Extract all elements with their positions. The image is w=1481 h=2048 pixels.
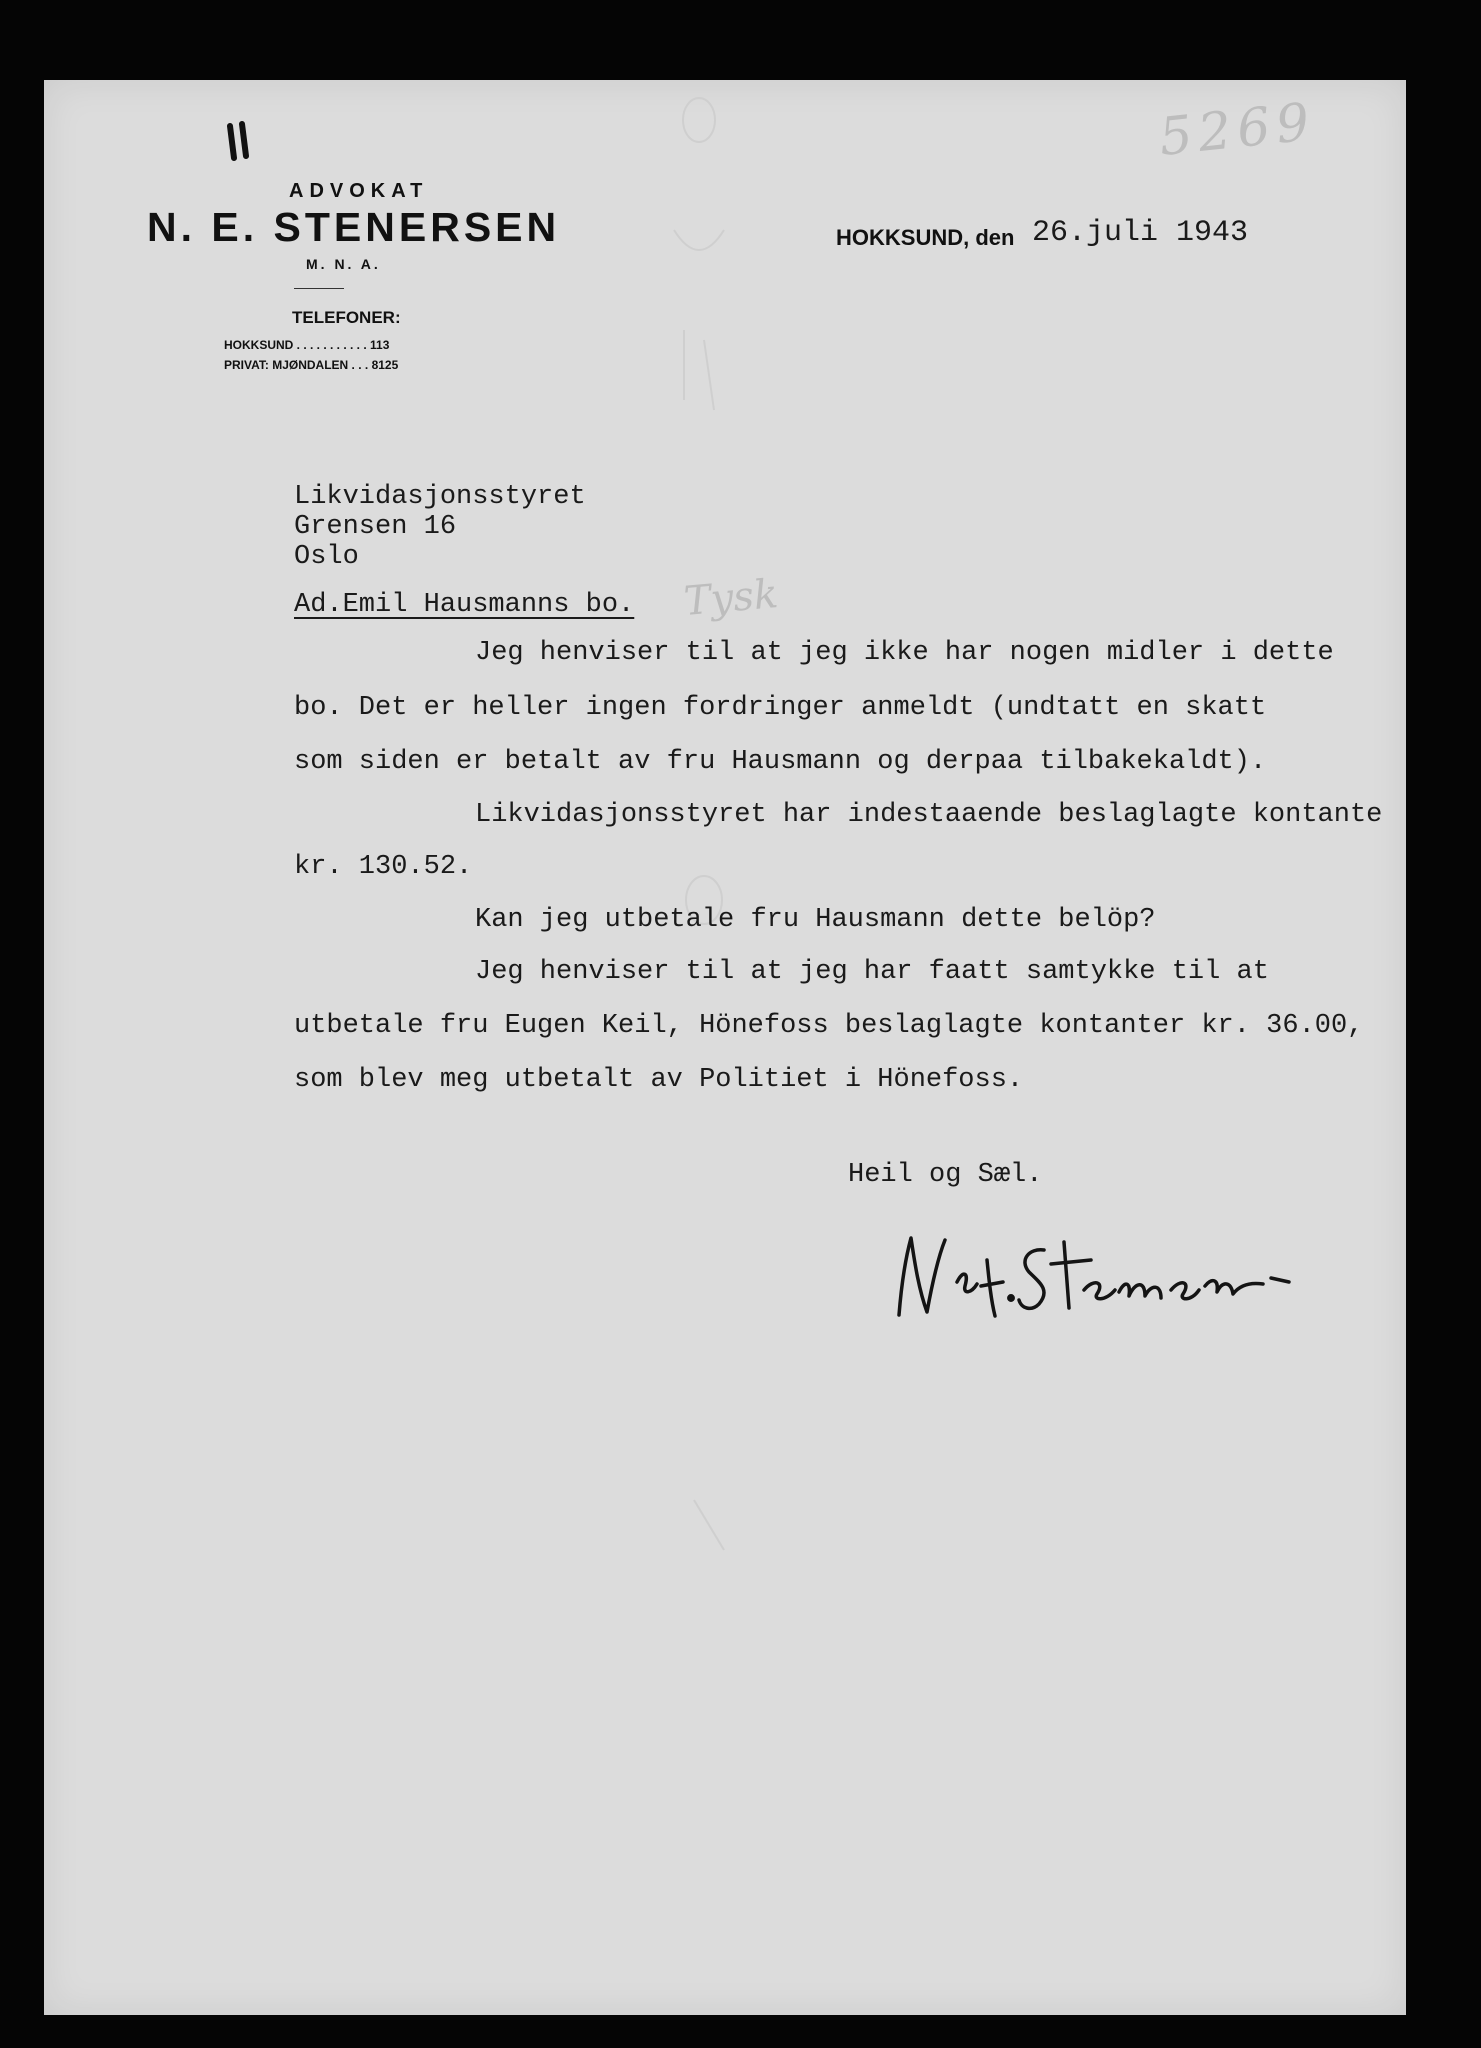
phone-private: PRIVAT: MJØNDALEN . . . 8125 <box>224 358 399 372</box>
body-line: kr. 130.52. <box>294 852 473 882</box>
body-line: som siden er betalt av fru Hausmann og derpaa tilbakekaldt). <box>294 747 1267 777</box>
recipient-line1: Likvidasjonsstyret <box>294 482 586 512</box>
subject-line: Ad.Emil Hausmanns bo. <box>294 590 635 620</box>
letterhead-rule <box>294 288 344 289</box>
signature <box>879 1220 1299 1330</box>
letter-page <box>44 80 1406 2015</box>
body-line: Likvidasjonsstyret har indestaaende beslaglagte kontante <box>475 800 1383 830</box>
body-line: som blev meg utbetalt av Politiet i Hönefoss. <box>294 1065 1024 1095</box>
body-line: Jeg henviser til at jeg har faatt samtykke til at <box>475 957 1269 987</box>
phone-office: HOKKSUND . . . . . . . . . . . 113 <box>224 338 390 352</box>
body-line: Jeg henviser til at jeg ikke har nogen midler i dette <box>475 638 1334 668</box>
archive-number: 5269 <box>1156 91 1319 169</box>
letterhead-name: N. E. STENERSEN <box>147 204 561 250</box>
pencil-annotation: Tysk <box>682 570 780 626</box>
body-line: utbetale fru Eugen Keil, Hönefoss beslaglagte kontanter kr. 36.00, <box>294 1011 1364 1041</box>
letterhead-membership: M. N. A. <box>306 256 381 272</box>
recipient-line2: Grensen 16 <box>294 512 457 542</box>
closing: Heil og Sæl. <box>848 1160 1043 1190</box>
ink-mark <box>220 118 260 168</box>
phones-heading: TELEFONER: <box>292 308 401 327</box>
dateline-date: 26.juli 1943 <box>1032 216 1249 250</box>
recipient-line3: Oslo <box>294 542 359 572</box>
body-line: bo. Det er heller ingen fordringer anmeldt (undtatt en skatt <box>294 693 1267 723</box>
body-line: Kan jeg utbetale fru Hausmann dette belöp? <box>475 905 1156 935</box>
dateline-place: HOKKSUND, den <box>836 225 1015 250</box>
letterhead-profession: ADVOKAT <box>289 180 429 202</box>
emboss-marks <box>644 80 764 1580</box>
